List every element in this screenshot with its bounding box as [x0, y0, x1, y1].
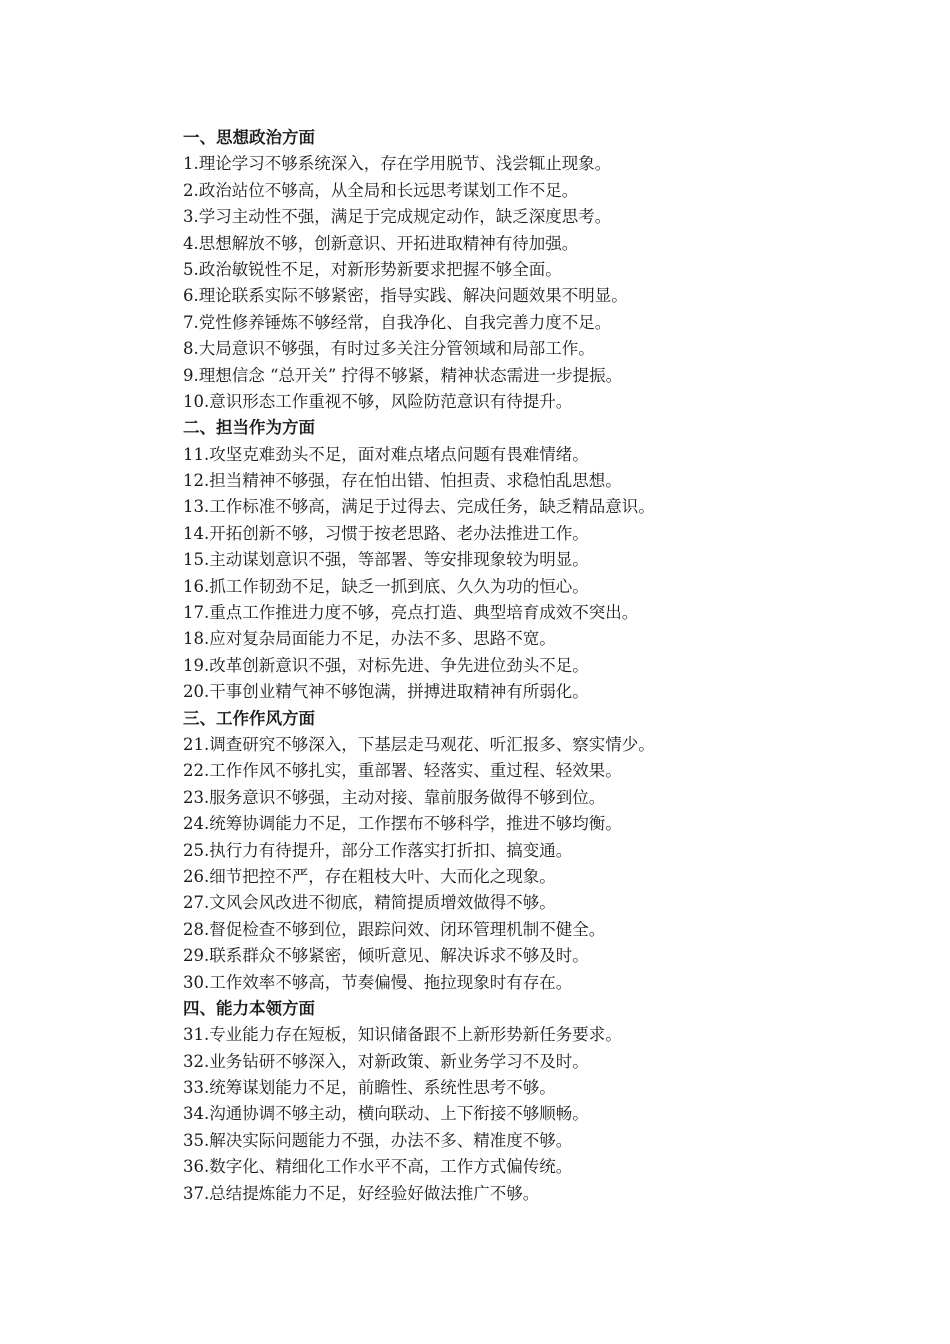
list-item: 17.重点工作推进力度不够，亮点打造、典型培育成效不突出。: [183, 603, 639, 623]
section-heading: 三、工作作风方面: [183, 708, 315, 728]
list-item: 5.政治敏锐性不足，对新形势新要求把握不够全面。: [183, 259, 562, 279]
list-item: 3.学习主动性不强，满足于完成规定动作，缺乏深度思考。: [183, 207, 612, 227]
list-item: 32.业务钻研不够深入，对新政策、新业务学习不及时。: [183, 1051, 589, 1071]
list-item: 15.主动谋划意识不强，等部署、等安排现象较为明显。: [183, 550, 589, 570]
list-item: 22.工作作风不够扎实，重部署、轻落实、重过程、轻效果。: [183, 761, 622, 781]
list-item: 14.开拓创新不够，习惯于按老思路、老办法推进工作。: [183, 523, 589, 543]
list-item: 19.改革创新意识不强，对标先进、争先进位劲头不足。: [183, 655, 589, 675]
list-item: 36.数字化、精细化工作水平不高，工作方式偏传统。: [183, 1157, 573, 1177]
list-item: 13.工作标准不够高，满足于过得去、完成任务，缺乏精品意识。: [183, 497, 655, 517]
section-work-style: [183, 706, 903, 996]
list-item: 21.调查研究不够深入，下基层走马观花、听汇报多、察实情少。: [183, 734, 655, 754]
list-item: 24.统筹协调能力不足，工作摆布不够科学，推进不够均衡。: [183, 814, 622, 834]
item-list: [183, 1022, 903, 1207]
item-list: [183, 151, 903, 415]
list-item: 1.理论学习不够系统深入，存在学用脱节、浅尝辄止现象。: [183, 154, 612, 174]
list-item: 20.干事创业精气神不够饱满，拼搏进取精神有所弱化。: [183, 682, 589, 702]
list-item: 29.联系群众不够紧密，倾听意见、解决诉求不够及时。: [183, 946, 589, 966]
section-ideology-politics: [183, 125, 903, 415]
list-item: 33.统筹谋划能力不足，前瞻性、系统性思考不够。: [183, 1078, 556, 1098]
list-item: 31.专业能力存在短板，知识储备跟不上新形势新任务要求。: [183, 1025, 622, 1045]
section-responsibility: [183, 415, 903, 705]
list-item: 35.解决实际问题能力不强，办法不多、精准度不够。: [183, 1130, 573, 1150]
list-item: 34.沟通协调不够主动，横向联动、上下衔接不够顺畅。: [183, 1104, 589, 1124]
document-body: [183, 125, 903, 1207]
section-heading: 二、担当作为方面: [183, 418, 315, 438]
list-item: 37.总结提炼能力不足，好经验好做法推广不够。: [183, 1183, 540, 1203]
section-heading: 四、能力本领方面: [183, 998, 315, 1018]
list-item: 25.执行力有待提升，部分工作落实打折扣、搞变通。: [183, 840, 573, 860]
list-item: 12.担当精神不够强，存在怕出错、怕担责、求稳怕乱思想。: [183, 471, 622, 491]
list-item: 16.抓工作韧劲不足，缺乏一抓到底、久久为功的恒心。: [183, 576, 589, 596]
list-item: 28.督促检查不够到位，跟踪问效、闭环管理机制不健全。: [183, 919, 606, 939]
list-item: 4.思想解放不够，创新意识、开拓进取精神有待加强。: [183, 233, 579, 253]
list-item: 11.攻坚克难劲头不足，面对难点堵点问题有畏难情绪。: [183, 444, 589, 464]
section-heading: 一、思想政治方面: [183, 128, 315, 147]
list-item: 6.理论联系实际不够紧密，指导实践、解决问题效果不明显。: [183, 286, 628, 306]
list-item: 7.党性修养锤炼不够经常，自我净化、自我完善力度不足。: [183, 312, 612, 332]
item-list: [183, 732, 903, 996]
list-item: 8.大局意识不够强，有时过多关注分管领域和局部工作。: [183, 339, 595, 359]
list-item: 2.政治站位不够高，从全局和长远思考谋划工作不足。: [183, 180, 579, 200]
section-capability: [183, 996, 903, 1207]
list-item: 30.工作效率不够高，节奏偏慢、拖拉现象时有存在。: [183, 972, 573, 992]
list-item: 10.意识形态工作重视不够，风险防范意识有待提升。: [183, 391, 573, 411]
item-list: [183, 442, 903, 706]
list-item: 9.理想信念 “总开关” 拧得不够紧，精神状态需进一步提振。: [183, 365, 623, 385]
list-item: 18.应对复杂局面能力不足，办法不多、思路不宽。: [183, 629, 556, 649]
list-item: 26.细节把控不严，存在粗枝大叶、大而化之现象。: [183, 866, 556, 886]
list-item: 27.文风会风改进不彻底，精简提质增效做得不够。: [183, 893, 556, 913]
list-item: 23.服务意识不够强，主动对接、靠前服务做得不够到位。: [183, 787, 606, 807]
